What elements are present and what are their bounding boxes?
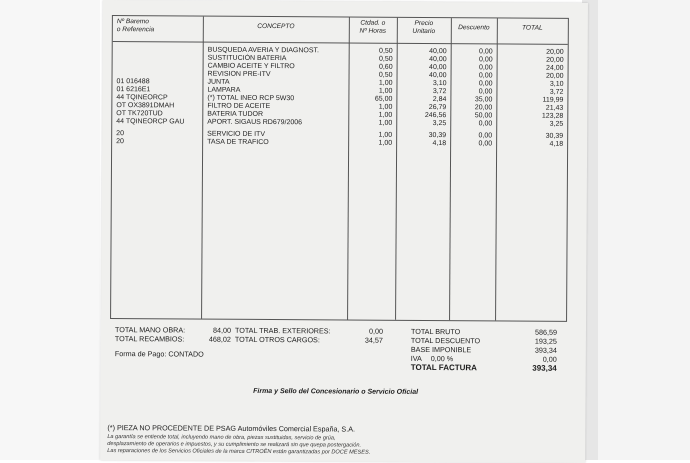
descuento-value: 193,25 bbox=[534, 336, 557, 346]
line-cantidad: 1,00 bbox=[378, 119, 393, 127]
line-descuento: 0,00 bbox=[478, 56, 493, 64]
mano-obra-label: TOTAL MANO OBRA: bbox=[114, 325, 186, 335]
header-total: TOTAL bbox=[521, 24, 543, 32]
line-concepto: JUNTA bbox=[207, 78, 230, 86]
line-cantidad: 1,00 bbox=[378, 111, 393, 119]
line-descuento: 0,00 bbox=[478, 120, 493, 128]
table-row bbox=[112, 138, 567, 149]
otros-label: TOTAL OTROS CARGOS: bbox=[234, 334, 320, 345]
line-total: 119,99 bbox=[542, 96, 564, 104]
factura-label: TOTAL FACTURA bbox=[410, 362, 478, 373]
line-cantidad: 0,50 bbox=[378, 71, 393, 79]
line-precio: 3,10 bbox=[432, 80, 447, 88]
header-ref: Nº Baremo o Referencia bbox=[116, 18, 155, 34]
line-ref bbox=[117, 46, 207, 47]
line-descuento: 35,00 bbox=[474, 96, 493, 104]
line-descuento: 0,00 bbox=[478, 64, 493, 72]
line-cantidad: 1,00 bbox=[378, 139, 393, 147]
line-ref: OT OX3891DMAH bbox=[116, 102, 175, 110]
line-total: 20,00 bbox=[546, 48, 564, 56]
line-total: 20,00 bbox=[546, 56, 564, 64]
header-divider bbox=[113, 41, 568, 45]
otros-value: 34,57 bbox=[364, 335, 383, 345]
line-ref: 01 6216E1 bbox=[116, 86, 151, 94]
line-ref bbox=[117, 70, 207, 71]
trab-ext-label: TOTAL TRAB. EXTERIORES: bbox=[234, 325, 331, 336]
line-descuento: 0,00 bbox=[478, 80, 493, 88]
line-cantidad: 65,00 bbox=[374, 95, 393, 103]
line-cantidad: 1,00 bbox=[378, 87, 393, 95]
line-total: 30,39 bbox=[545, 132, 564, 140]
line-precio: 40,00 bbox=[429, 47, 447, 56]
line-cantidad: 1,00 bbox=[378, 79, 393, 87]
line-cantidad: 0,60 bbox=[378, 63, 393, 71]
line-concepto: REVISION PRE-ITV bbox=[207, 70, 271, 79]
line-precio: 2,84 bbox=[432, 96, 447, 104]
line-precio: 40,00 bbox=[428, 71, 447, 80]
descuento-label: TOTAL DESCUENTO bbox=[410, 335, 481, 346]
line-cantidad: 1,00 bbox=[378, 131, 393, 139]
line-precio: 30,39 bbox=[428, 131, 447, 140]
line-total: 4,18 bbox=[549, 140, 564, 148]
line-concepto: BUSQUEDA AVERIA Y DIAGNOST. bbox=[207, 46, 319, 55]
recambios-label: TOTAL RECAMBIOS: bbox=[114, 334, 185, 344]
header-precio: Precio Unitario bbox=[412, 19, 436, 36]
line-ref: 01 016488 bbox=[116, 78, 150, 86]
line-total: 24,00 bbox=[546, 64, 564, 72]
pieza-note: (*) PIEZA NO PROCEDENTE DE PSAG Automóviles Comercial España, S.A. bbox=[107, 423, 356, 434]
line-cantidad: 0,50 bbox=[379, 47, 393, 55]
table-row bbox=[112, 118, 567, 129]
firma-sello: Firma y Sello del Concesionario o Servicio Oficial bbox=[253, 387, 419, 396]
mano-obra-value: 84,00 bbox=[212, 325, 232, 335]
bruto-label: TOTAL BRUTO bbox=[410, 326, 461, 337]
line-descuento: 0,00 bbox=[479, 48, 493, 56]
legal-line: desplazamiento de operarios e impuestos, y su cumplimiento se realizará sin que quepa postergación. bbox=[107, 441, 362, 449]
line-ref: 44 TQINEORCP bbox=[116, 94, 168, 102]
factura-value: 393,34 bbox=[532, 363, 557, 373]
line-total: 123,28 bbox=[541, 112, 564, 120]
line-precio: 26,79 bbox=[428, 103, 447, 112]
line-ref: 20 bbox=[116, 130, 125, 138]
line-ref bbox=[117, 54, 207, 55]
line-ref: 20 bbox=[116, 138, 124, 146]
base-label: BASE IMPONIBLE bbox=[410, 344, 472, 355]
line-descuento: 50,00 bbox=[474, 112, 493, 120]
iva-value: 0,00 bbox=[542, 354, 557, 364]
line-precio: 40,00 bbox=[429, 63, 447, 72]
line-concepto: FILTRO DE ACEITE bbox=[207, 102, 271, 111]
line-precio: 3,25 bbox=[432, 120, 447, 128]
line-concepto: LAMPARA bbox=[207, 86, 241, 94]
trab-ext-value: 0,00 bbox=[368, 326, 384, 336]
line-concepto: SERVICIO DE ITV bbox=[207, 130, 266, 138]
line-descuento: 0,00 bbox=[478, 140, 493, 148]
line-precio: 40,00 bbox=[429, 55, 447, 64]
line-concepto: APORT. SIGAUS RD679/2006 bbox=[207, 118, 303, 127]
line-concepto: (*) TOTAL INEO RCP 5W30 bbox=[207, 94, 295, 103]
background-right bbox=[582, 0, 690, 460]
iva-label: IVA bbox=[410, 353, 422, 363]
line-total: 3,10 bbox=[549, 80, 564, 88]
line-precio: 246,56 bbox=[424, 111, 447, 120]
legal-line: Las reparaciones de los Servicios Oficiales de la marca CITROËN están garantizadas por DOCE MESES. bbox=[107, 448, 371, 456]
line-ref: OT TK720TUD bbox=[116, 110, 163, 118]
totals-section bbox=[101, 325, 571, 373]
line-descuento: 0,00 bbox=[478, 72, 493, 80]
line-descuento: 20,00 bbox=[474, 104, 493, 112]
line-cantidad: 0,50 bbox=[378, 55, 393, 63]
line-concepto: SUSTITUCIÓN BATERIA bbox=[207, 54, 287, 63]
line-ref: 44 TQINEORCP GAU bbox=[116, 118, 185, 126]
line-total: 3,72 bbox=[549, 88, 564, 96]
line-precio: 3,72 bbox=[432, 88, 447, 96]
line-total: 3,25 bbox=[549, 120, 564, 128]
header-cantidad: Ctdad. o Nº Horas bbox=[359, 19, 387, 35]
line-cantidad: 1,00 bbox=[378, 103, 393, 111]
line-concepto: CAMBIO ACEITE Y FILTRO bbox=[207, 62, 295, 71]
line-ref bbox=[117, 62, 207, 63]
background-left bbox=[0, 0, 100, 460]
forma-pago: Forma de Pago: CONTADO bbox=[114, 349, 204, 359]
line-descuento: 0,00 bbox=[478, 88, 493, 96]
line-descuento: 0,00 bbox=[478, 132, 493, 140]
line-total: 20,00 bbox=[545, 72, 564, 80]
invoice-paper bbox=[100, 0, 588, 463]
line-concepto: TASA DE TRAFICO bbox=[207, 138, 269, 147]
iva-rate: 0,00 % bbox=[430, 354, 454, 364]
line-total: 21,43 bbox=[545, 104, 564, 112]
legal-line: La garantía se entiende total, incluyendo mano de obra, piezas sustituidas, servicio de grúa, bbox=[107, 434, 336, 442]
header-concepto: CONCEPTO bbox=[257, 22, 295, 31]
invoice-table bbox=[110, 15, 569, 322]
bruto-value: 586,59 bbox=[534, 327, 558, 337]
recambios-value: 468,02 bbox=[208, 334, 231, 344]
line-concepto: BATERIA TUDOR bbox=[207, 110, 264, 118]
line-precio: 4,18 bbox=[432, 140, 447, 148]
base-value: 393,34 bbox=[534, 345, 557, 355]
header-descuento: Descuento bbox=[458, 24, 490, 32]
